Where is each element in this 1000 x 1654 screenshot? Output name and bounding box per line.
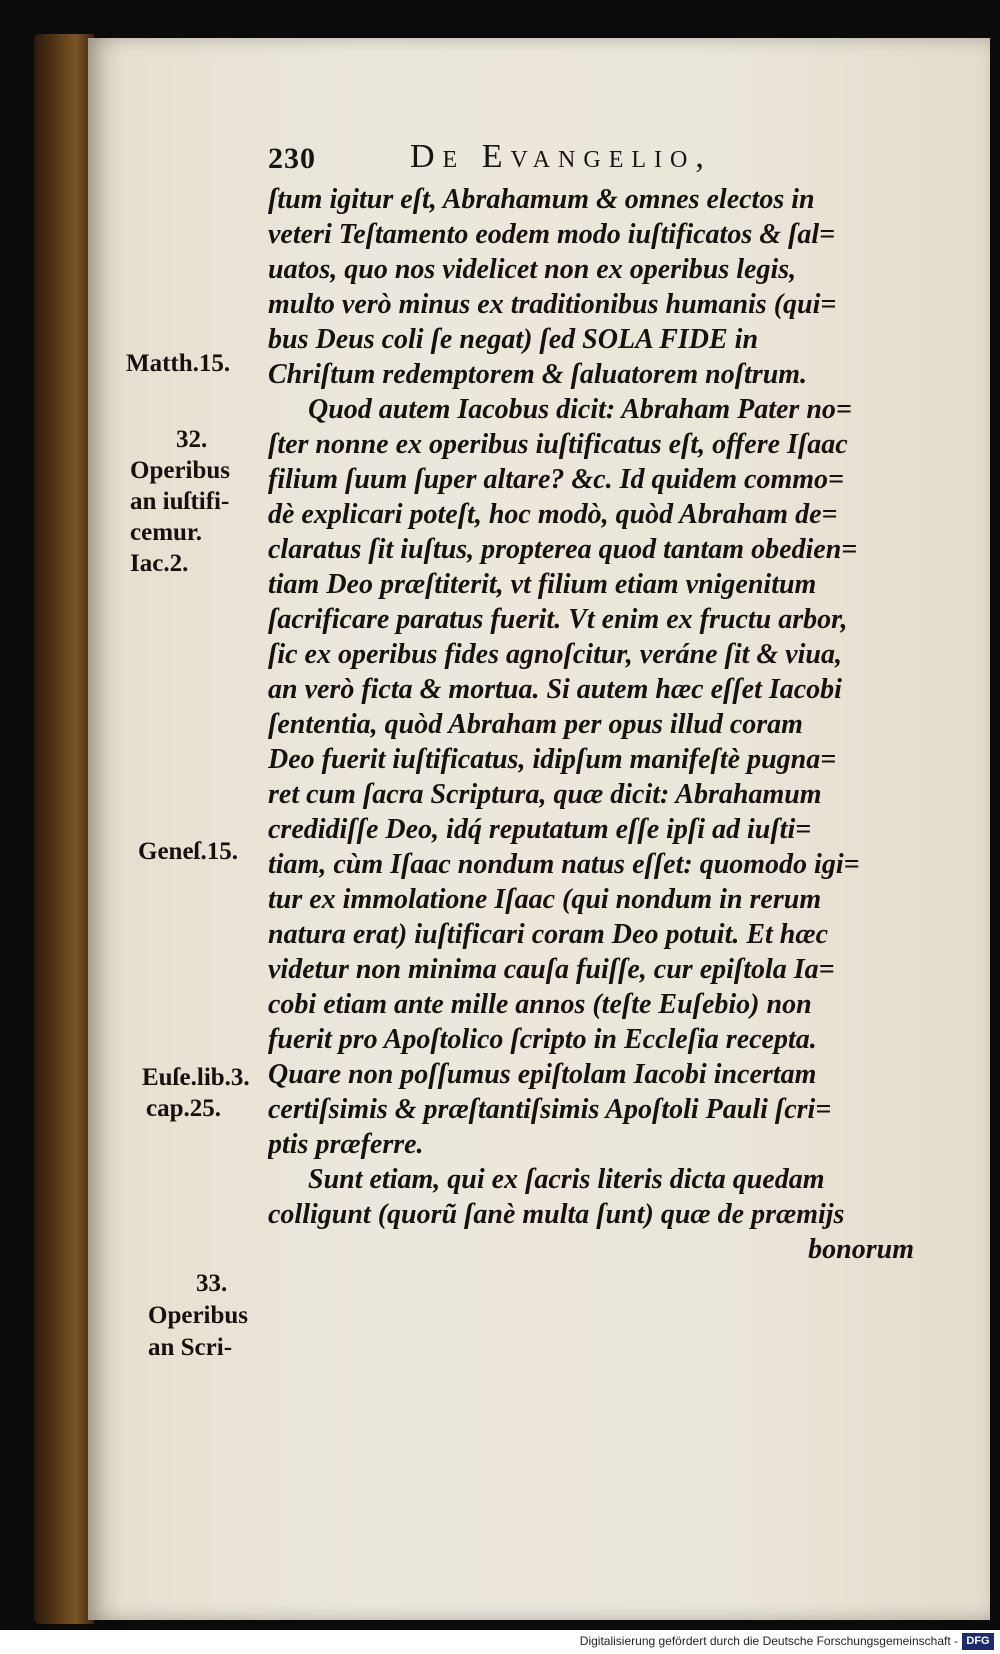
book-spine-edge: [34, 34, 94, 1624]
text-line: colligunt (quorũ ſanè multa ſunt) quæ de præmijs: [268, 1199, 845, 1230]
text-line: tiam Deo præſtiterit, vt filium etiam vnigenitum: [268, 569, 817, 600]
text-line: ſter nonne ex operibus iuſtificatus eſt, offere Iſaac: [268, 429, 848, 460]
text-line: Chriſtum redemptorem & ſaluatorem noſtrum.: [268, 359, 808, 390]
running-head: De Evangelio,: [410, 138, 712, 175]
text-line: an verò ficta & mortua. Si autem hæc eſſet Iacobi: [268, 674, 842, 705]
margin-note-line: Iac.2.: [130, 550, 189, 577]
dfg-logo: DFG: [962, 1633, 994, 1650]
margin-section-number: 33.: [196, 1270, 228, 1297]
text-line: ſententia, quòd Abraham per opus illud coram: [268, 709, 803, 740]
text-line: tur ex immolatione Iſaac (qui nondum in rerum: [268, 884, 822, 915]
margin-note-line: Euſe.lib.3.: [142, 1064, 250, 1091]
text-line: fuerit pro Apoſtolico ſcripto in Eccleſia recepta.: [268, 1024, 817, 1055]
margin-section-number: 32.: [176, 426, 208, 453]
text-line: claratus ſit iuſtus, propterea quod tantam obedien=: [268, 534, 858, 565]
margin-note-line: Operibus: [148, 1302, 249, 1329]
text-line: Quod autem Iacobus dicit: Abraham Pater no=: [308, 394, 852, 425]
margin-note-line: cap.25.: [146, 1095, 221, 1122]
text-line: Quare non poſſumus epiſtolam Iacobi incertam: [268, 1059, 817, 1090]
text-line: certiſsimis & præſtantiſsimis Apoſtoli Pauli ſcri=: [268, 1094, 832, 1125]
page-header: [0, 138, 1000, 178]
text-line: ſacrificare paratus fuerit. Vt enim ex fructu arbor,: [268, 604, 848, 635]
text-line: ret cum ſacra Scriptura, quæ dicit: Abrahamum: [268, 779, 822, 810]
text-line: videtur non minima cauſa fuiſſe, cur epiſtola Ia=: [268, 954, 835, 985]
text-line: filium ſuum ſuper altare? &c. Id quidem commo=: [268, 464, 844, 495]
margin-note-matthew: Matth.15.: [126, 350, 231, 377]
text-line: ſic ex operibus fides agnoſcitur, veráne ſit & viua,: [268, 639, 842, 670]
text-line: Sunt etiam, qui ex ſacris literis dicta quedam: [308, 1164, 825, 1195]
text-line: cobi etiam ante mille annos (teſte Euſebio) non: [268, 989, 812, 1020]
main-text-block: [268, 182, 928, 1267]
text-line: tiam, cùm Iſaac nondum natus eſſet: quomodo igi=: [268, 849, 860, 880]
text-line: uatos, quo nos videlicet non ex operibus legis,: [268, 254, 797, 285]
text-line: dè explicari poteſt, hoc modò, quòd Abraham de=: [268, 499, 838, 530]
margin-note-line: an iuſtifi-: [130, 488, 230, 515]
margin-note-line: cemur.: [130, 519, 202, 546]
text-line: ptis præferre.: [268, 1129, 424, 1160]
text-line: natura erat) iuſtificari coram Deo potuit. Et hæc: [268, 919, 829, 950]
digitization-footer: [0, 1630, 1000, 1654]
text-line: multo verò minus ex traditionibus humanis (qui=: [268, 289, 837, 320]
page-number: 230: [268, 142, 316, 175]
text-line: veteri Teſtamento eodem modo iuſtificatos & ſal=: [268, 219, 836, 250]
catchword: bonorum: [808, 1234, 914, 1265]
text-line: credidiſſe Deo, idq́ reputatum eſſe ipſi ad iuſti=: [268, 814, 812, 845]
margin-note-genesis: Geneſ.15.: [138, 838, 238, 865]
margin-note-line: Operibus: [130, 457, 231, 484]
text-line: ſtum igitur eſt, Abrahamum & omnes electos in: [268, 184, 815, 215]
text-line: bus Deus coli ſe negat) ſed SOLA FIDE in: [268, 324, 759, 355]
footer-credit: Digitalisierung gefördert durch die Deutsche Forschungsgemeinschaft -: [579, 1634, 958, 1648]
text-line: Deo fuerit iuſtificatus, idipſum manifeſtè pugna=: [268, 744, 837, 775]
margin-note-line: an Scri-: [148, 1334, 233, 1361]
